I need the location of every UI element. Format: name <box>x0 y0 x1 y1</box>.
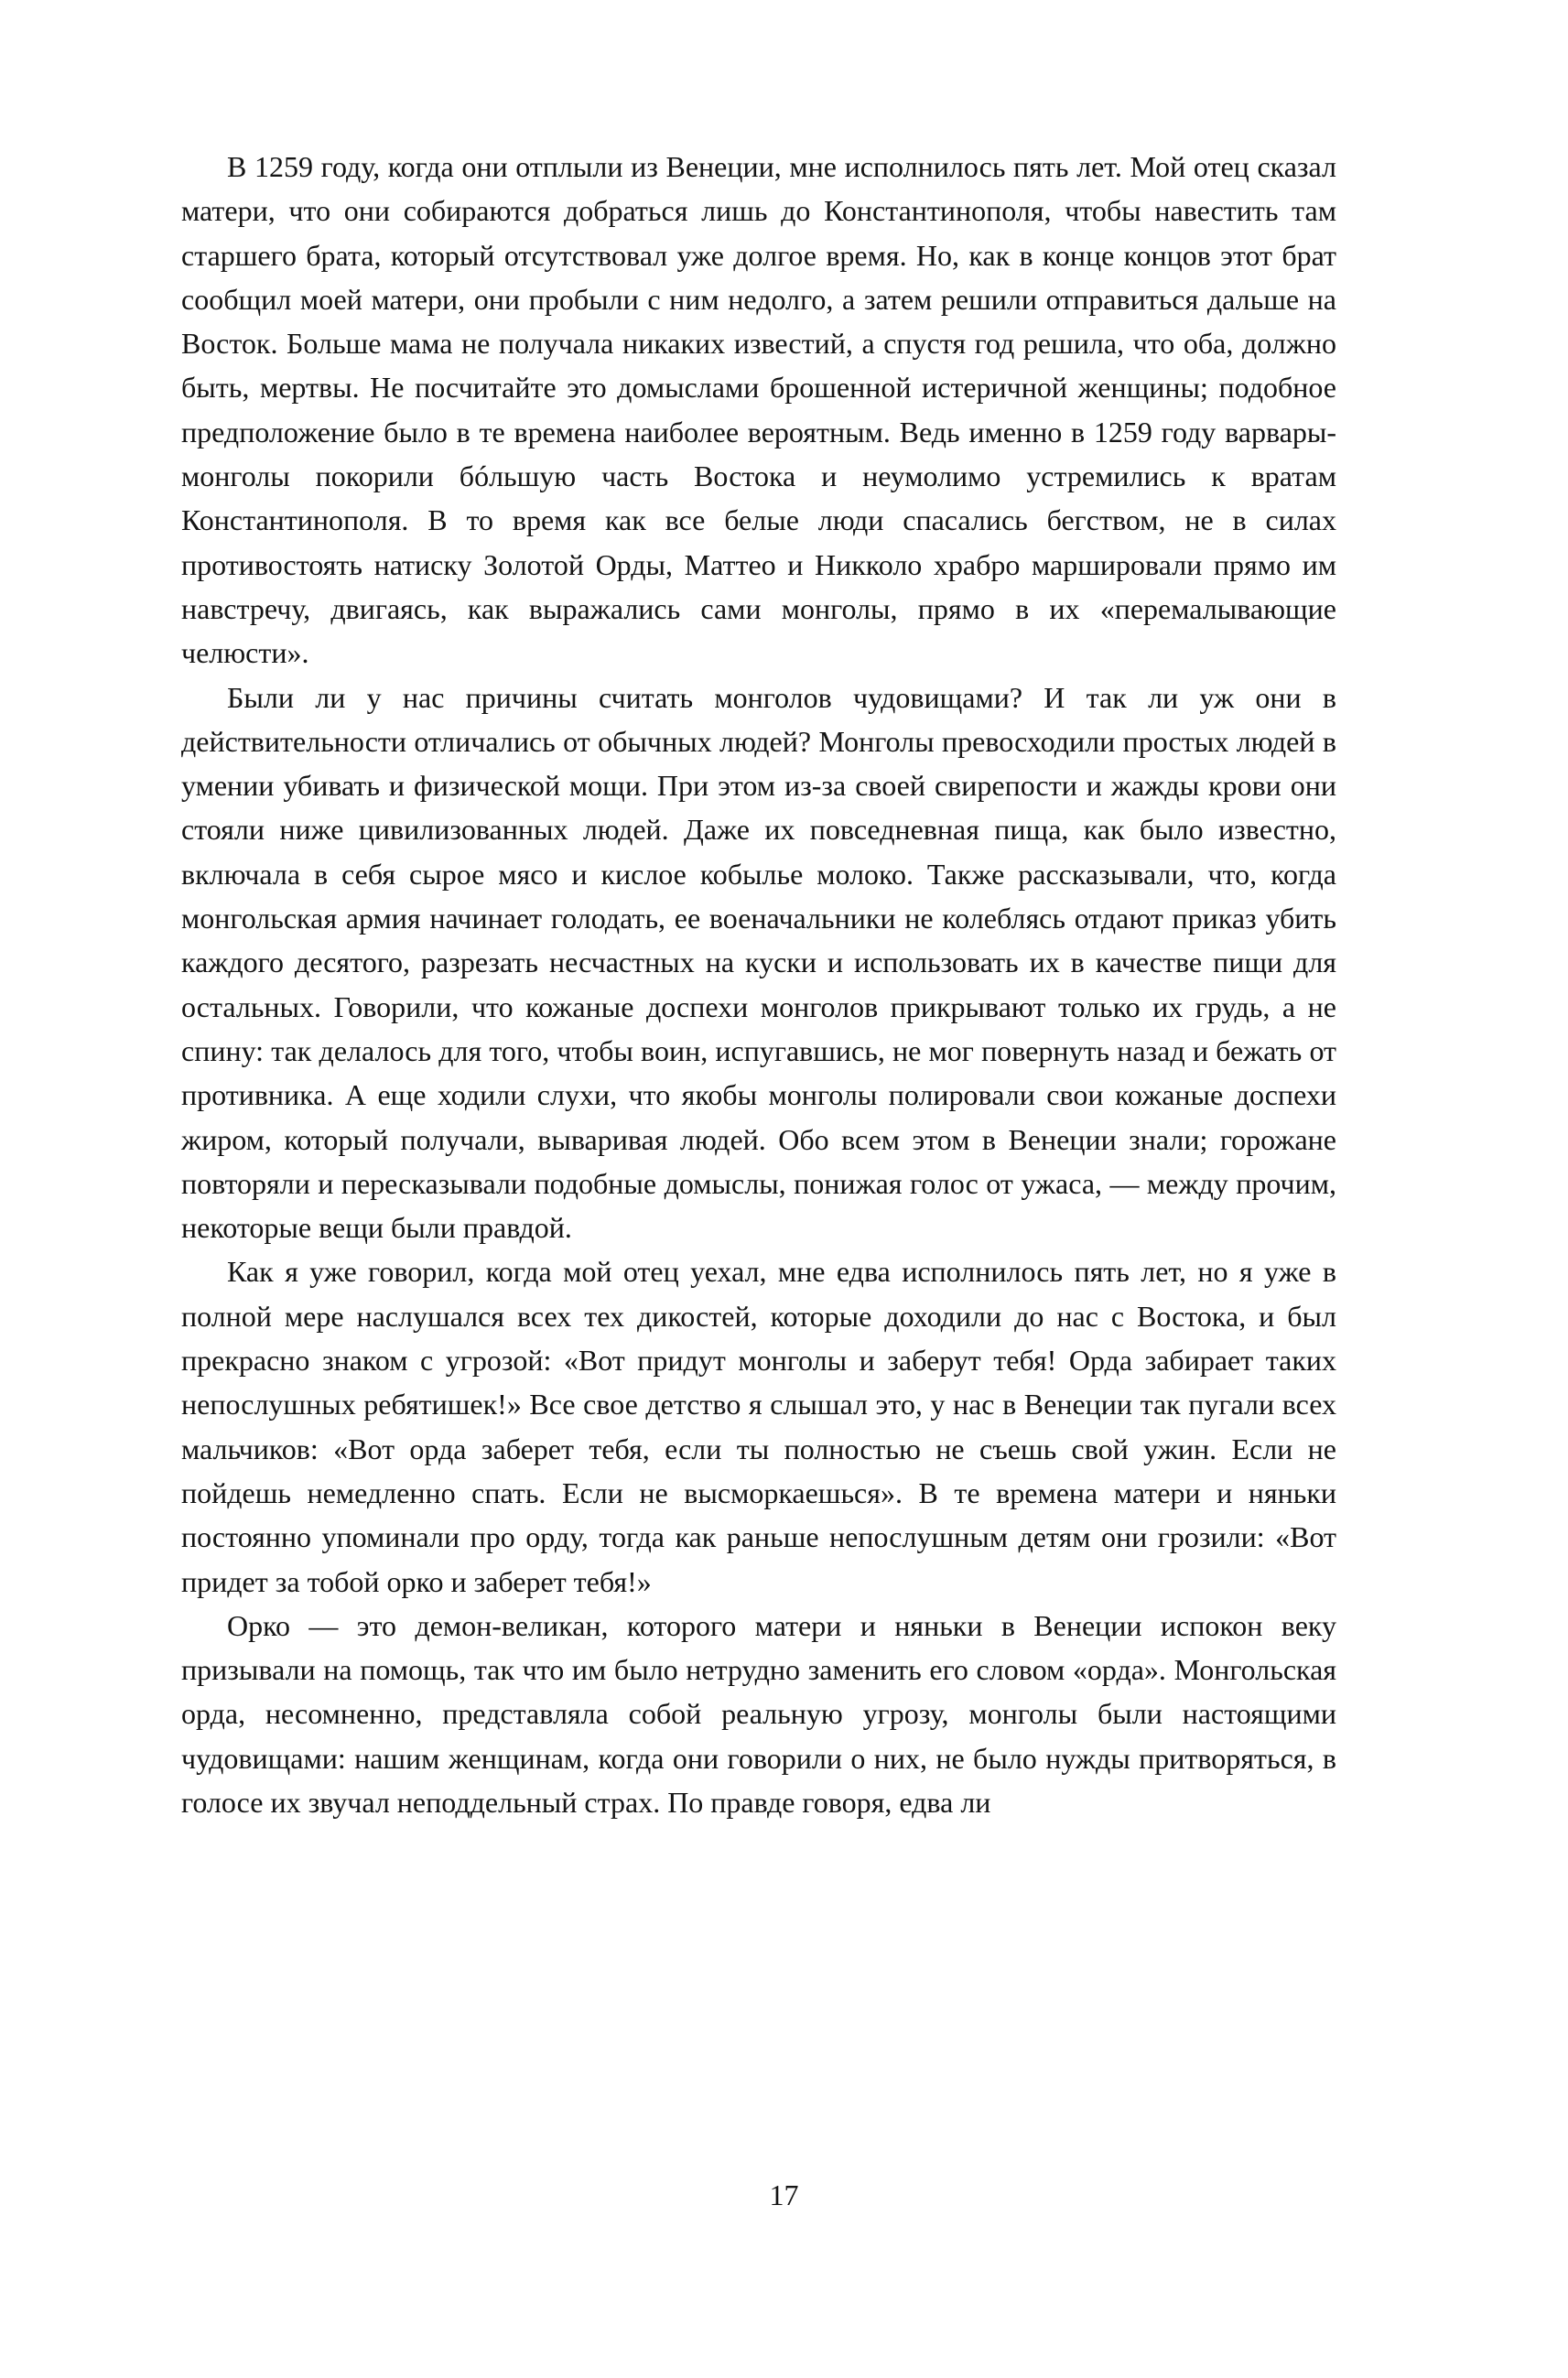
paragraph-3: Как я уже говорил, когда мой отец уехал, мне едва исполнилось пять лет, но я уже в полной мере наслушался всех тех дикостей, которые доходили до нас с Востока, и был прекрасно знаком с угрозой: «Вот придут монголы и заберут тебя! Орда забирает таких непослушных ребятишек!» Все свое детство я слышал это, у нас в Венеции так пугали всех мальчиков: «Вот орда заберет тебя, если ты полностью не съешь свой ужин. Если не пойдешь немедленно спать. Если не высморкаешься». В те времена матери и няньки постоянно упоминали про орду, тогда как раньше непослушным детям они грозили: «Вот придет за тобой орко и заберет тебя!» <box>181 1255 1336 1598</box>
paragraph-4: Орко — это демон-великан, которого матери и няньки в Венеции испокон веку призывали на помощь, так что им было нетрудно заменить его словом «орда». Монгольская орда, несомненно, представляла собой реальную угрозу, монголы были настоящими чудовищами: нашим женщинам, когда они говорили о них, не было нужды притворяться, в голосе их звучал неподдельный страх. По правде говоря, едва ли <box>181 1608 1336 1819</box>
page-number: 17 <box>769 2178 799 2211</box>
body-text <box>181 145 1336 1824</box>
paragraph-2: Были ли у нас причины считать монголов чудовищами? И так ли уж они в действительности отличались от обычных людей? Монголы превосходили простых людей в умении убивать и физической мощи. При этом из-за своей свирепости и жажды крови они стояли ниже цивилизованных людей. Даже их повседневная пища, как было известно, включала в себя сырое мясо и кислое кобылье молоко. Также рассказывали, что, когда монгольская армия начинает голодать, ее военачальники не колеблясь отдают приказ убить каждого десятого, разрезать несчастных на куски и использовать их в качестве пищи для остальных. Говорили, что кожаные доспехи монголов прикрывают только их грудь, а не спину: так делалось для того, чтобы воин, испугавшись, не мог повернуть назад и бежать от противника. А еще ходили слухи, что якобы монголы полировали свои кожаные доспехи жиром, который получали, вываривая людей. Обо всем этом в Венеции знали; горожане повторяли и пересказывали подобные домыслы, понижая голос от ужаса, — между прочим, некоторые вещи были правдой. <box>181 680 1336 1245</box>
paragraph-1: В 1259 году, когда они отплыли из Венеции, мне исполнилось пять лет. Мой отец сказал матери, что они собираются добраться лишь до Константинополя, чтобы навестить там старшего брата, который отсутствовал уже долгое время. Но, как в конце концов этот брат сообщил моей матери, они пробыли с ним недолго, а затем решили отправиться дальше на Восток. Больше мама не получала никаких известий, а спустя год решила, что оба, должно быть, мертвы. Не посчитайте это домыслами брошенной истеричной женщины; подобное предположение было в те времена наиболее вероятным. Ведь именно в 1259 году варвары-монголы покорили бóльшую часть Востока и неумолимо устремились к вратам Константинополя. В то время как все белые люди спасались бегством, не в силах противостоять натиску Золотой Орды, Маттео и Никколо храбро маршировали прямо им навстречу, двигаясь, как выражались сами монголы, прямо в их «перемалывающие челюсти». <box>181 150 1336 670</box>
